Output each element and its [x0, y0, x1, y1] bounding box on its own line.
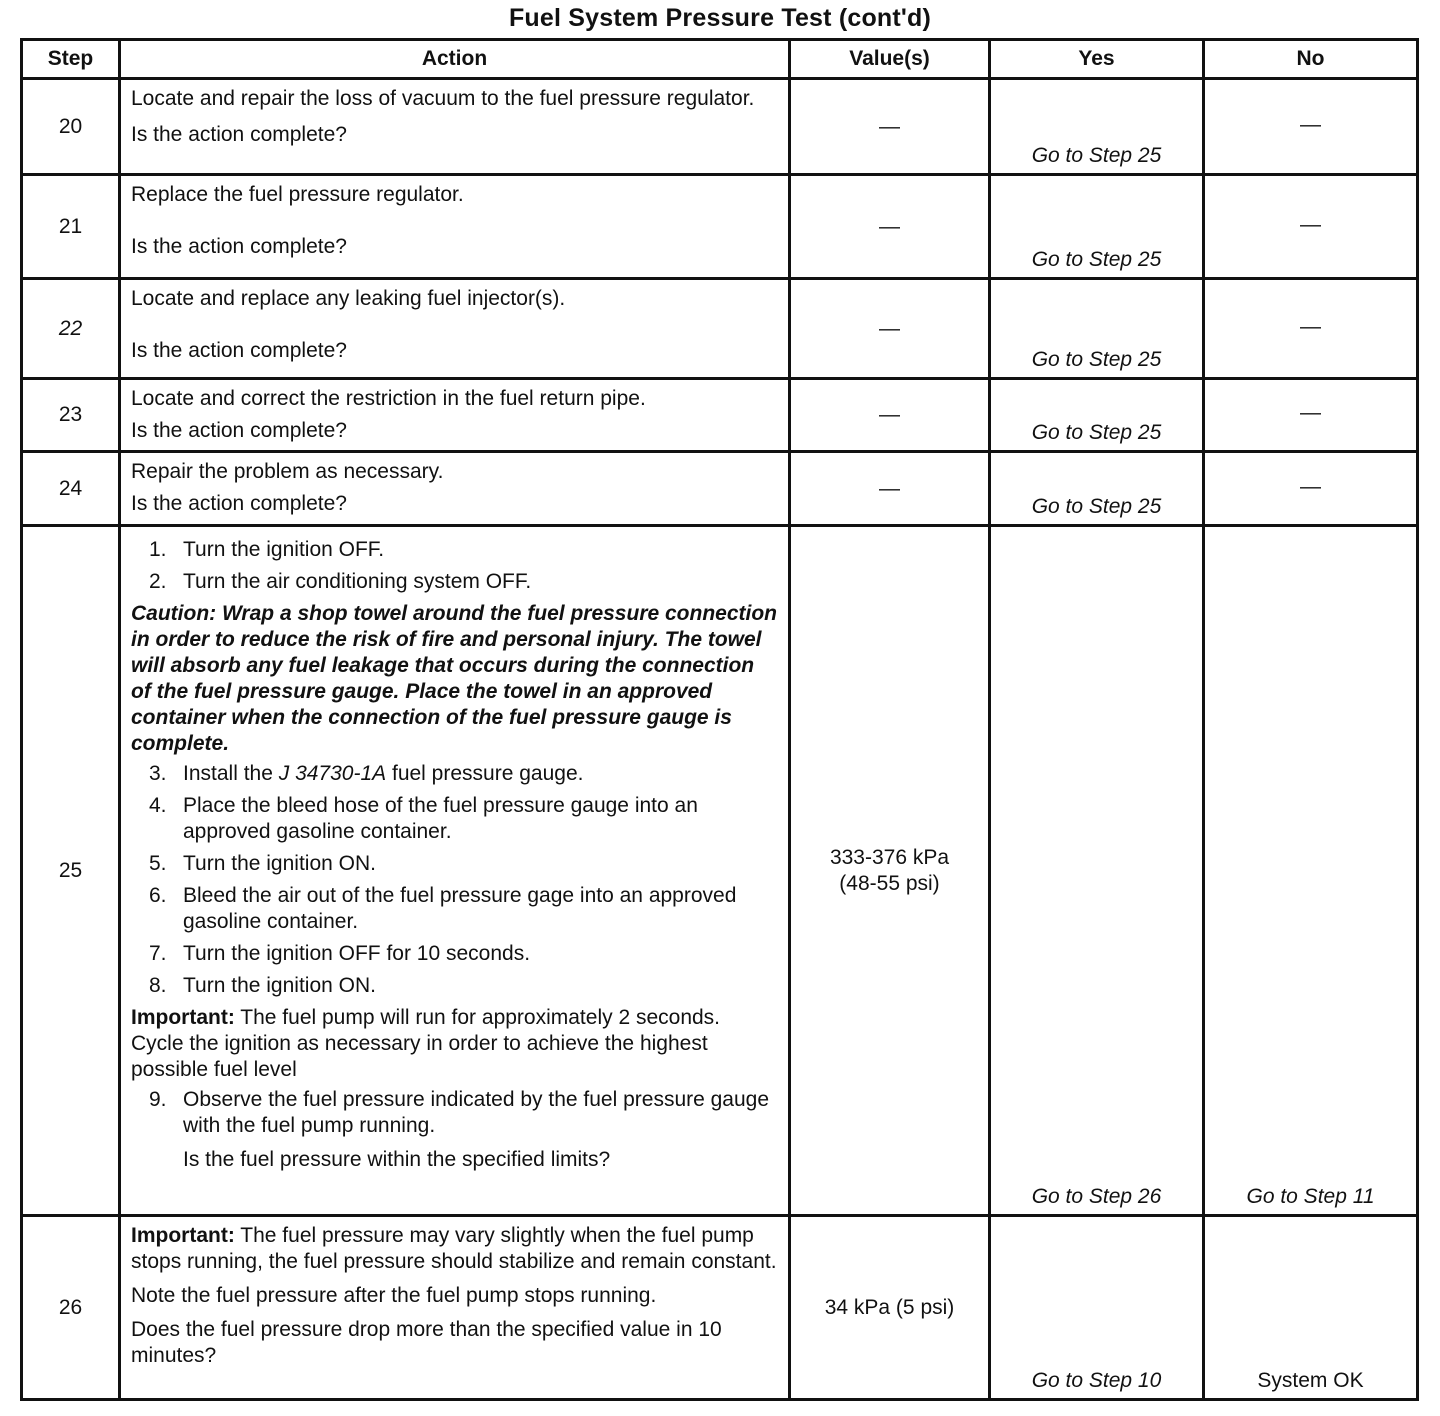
value-psi: (48-55 psi) — [839, 871, 940, 895]
list-item: 8. Turn the ignition ON. — [149, 974, 376, 997]
step-number: 23 — [22, 379, 120, 452]
action-question: Is the action complete? — [131, 339, 347, 362]
action-text: Locate and repair the loss of vacuum to the fuel pressure regulator. — [131, 87, 755, 110]
table-row — [22, 379, 1418, 452]
list-item: 6. Bleed the air out of the fuel pressure gage into an approved gasoline container. — [149, 884, 737, 933]
table-row — [22, 1216, 1418, 1400]
action-text: Repair the problem as necessary. — [131, 460, 444, 483]
list-item: 9. Observe the fuel pressure indicated by the fuel pressure gauge with the fuel pump running. — [149, 1088, 770, 1137]
page-title: Fuel System Pressure Test (cont'd) — [508, 4, 932, 32]
value-cell: — — [790, 175, 990, 279]
step-number: 25 — [22, 526, 120, 1216]
action-cell — [120, 526, 790, 1216]
no-cell: — — [1204, 279, 1418, 379]
important-note: Important: The fuel pressure may vary slightly when the fuel pump stops running, the fuel pressure should stabilize and remain constant. — [131, 1224, 777, 1273]
list-item: 1. Turn the ignition OFF. — [149, 538, 385, 561]
tool-number: J 34730-1A — [278, 762, 387, 785]
table-row — [22, 175, 1418, 279]
yes-cell: Go to Step 25 — [990, 379, 1204, 452]
step-number: 24 — [22, 452, 120, 526]
step-number: 22 — [22, 279, 120, 379]
action-question: Is the action complete? — [131, 123, 347, 146]
action-question: Does the fuel pressure drop more than the specified value in 10 minutes? — [131, 1318, 722, 1367]
no-cell: System OK — [1204, 1216, 1418, 1400]
no-cell: — — [1204, 452, 1418, 526]
list-item: 3. Install the J 34730-1A fuel pressure gauge. — [149, 762, 584, 785]
important-note: Important: The fuel pump will run for approximately 2 seconds. Cycle the ignition as necessary in order to achieve the highest possible fuel level — [131, 1006, 721, 1081]
value-cell: — — [790, 279, 990, 379]
action-cell — [120, 452, 790, 526]
yes-cell: Go to Step 25 — [990, 452, 1204, 526]
step-list — [131, 761, 778, 999]
header-row — [22, 40, 1418, 79]
yes-cell: Go to Step 25 — [990, 279, 1204, 379]
action-text: Replace the fuel pressure regulator. — [131, 183, 464, 206]
value-cell: — — [790, 379, 990, 452]
no-cell: — — [1204, 379, 1418, 452]
value-cell — [790, 526, 990, 1216]
yes-cell: Go to Step 25 — [990, 175, 1204, 279]
action-question: Is the action complete? — [131, 235, 347, 258]
yes-cell: Go to Step 26 — [990, 526, 1204, 1216]
step-list — [131, 537, 778, 595]
no-cell: — — [1204, 79, 1418, 175]
header-action: Action — [120, 40, 790, 79]
yes-cell: Go to Step 10 — [990, 1216, 1204, 1400]
action-cell — [120, 379, 790, 452]
action-question: Is the action complete? — [131, 419, 347, 442]
value-cell: — — [790, 79, 990, 175]
value-cell: 34 kPa (5 psi) — [790, 1216, 990, 1400]
yes-cell: Go to Step 25 — [990, 79, 1204, 175]
no-cell: — — [1204, 175, 1418, 279]
caution-note: Caution: Wrap a shop towel around the fuel pressure connection in order to reduce the risk of fire and personal injury. The towel will absorb any fuel leakage that occurs during the connection of the fuel pressure gauge. Place the towel in an approved container when the connection of the fuel pressure gauge is complete. — [131, 602, 778, 755]
step-list — [131, 1087, 778, 1139]
list-item: 5. Turn the ignition ON. — [149, 852, 376, 875]
header-yes: Yes — [990, 40, 1204, 79]
table-row — [22, 279, 1418, 379]
step-number: 21 — [22, 175, 120, 279]
procedure-table — [20, 38, 1419, 1401]
header-step: Step — [22, 40, 120, 79]
action-cell — [120, 79, 790, 175]
table-row — [22, 526, 1418, 1216]
action-text: Locate and correct the restriction in the fuel return pipe. — [131, 387, 646, 410]
value-cell: — — [790, 452, 990, 526]
table-row — [22, 452, 1418, 526]
list-item: 7. Turn the ignition OFF for 10 seconds. — [149, 942, 531, 965]
list-item: 4. Place the bleed hose of the fuel pressure gauge into an approved gasoline container. — [149, 794, 698, 843]
action-question: Is the action complete? — [131, 492, 347, 515]
step-number: 26 — [22, 1216, 120, 1400]
action-text: Locate and replace any leaking fuel injector(s). — [131, 287, 566, 310]
value-kpa: 333-376 kPa — [829, 845, 950, 869]
table-row — [22, 79, 1418, 175]
action-cell — [120, 1216, 790, 1400]
list-item: 2. Turn the air conditioning system OFF. — [149, 570, 532, 593]
no-cell: Go to Step 11 — [1204, 526, 1418, 1216]
action-cell — [120, 175, 790, 279]
header-values: Value(s) — [790, 40, 990, 79]
step-number: 20 — [22, 79, 120, 175]
action-question: Is the fuel pressure within the specified limits? — [183, 1148, 611, 1171]
action-note: Note the fuel pressure after the fuel pump stops running. — [131, 1284, 657, 1307]
header-no: No — [1204, 40, 1418, 79]
action-cell — [120, 279, 790, 379]
